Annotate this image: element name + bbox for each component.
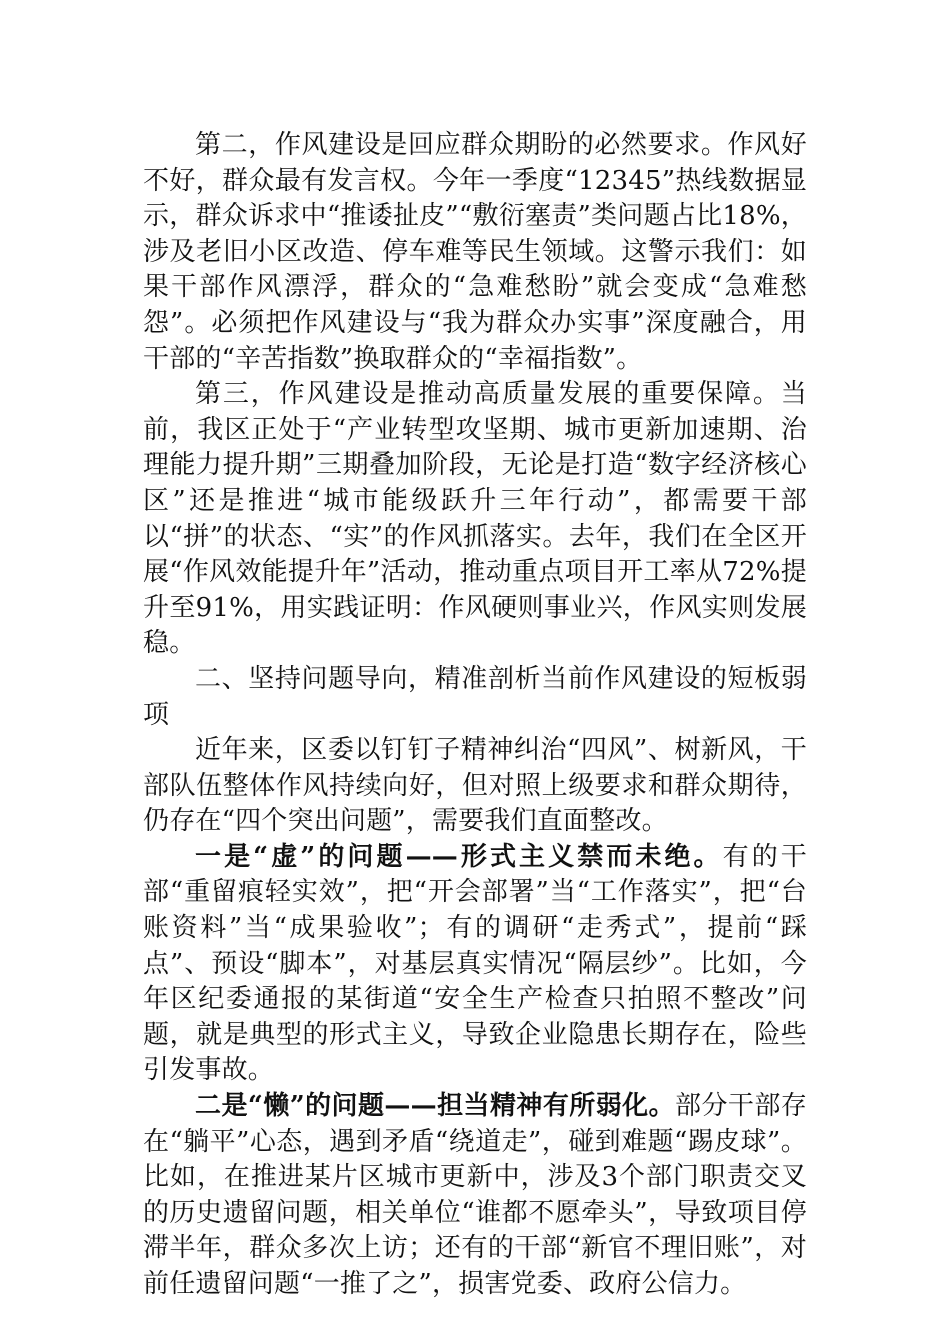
paragraph-issue-two <box>143 1089 807 1303</box>
paragraph-recent-years: 近年来，区委以钉钉子精神纠治“四风”、树新风，干部队伍整体作风持续向好，但对照上级要求和群众期待，仍存在“四个突出问题”，需要我们直面整改。 <box>143 735 807 837</box>
paragraph-third-point: 第三，作风建设是推动高质量发展的重要保障。当前，我区正处于“产业转型攻坚期、城市更新加速期、治理能力提升期”三期叠加阶段，无论是打造“数字经济核心区”还是推进“城市能级跃升三年行动”，都需要干部以“拼”的状态、“实”的作风抓落实。去年，我们在全区开展“作风效能提升年”活动，推动重点项目开工率从72%提升至91%，用实践证明：作风硬则事业兴，作风实则发展稳。 <box>143 379 807 659</box>
issue-one-body: 有的干部“重留痕轻实效”，把“开会部署”当“工作落实”，把“台账资料”当“成果验收”；有的调研“走秀式”，提前“踩点”、预设“脚本”，对基层真实情况“隔层纱”。比如，今年区纪委通报的某街道“安全生产检查只拍照不整改”问题，就是典型的形式主义，导致企业隐患长期存在，险些引发事故。 <box>143 841 807 1086</box>
paragraph-issue-one <box>143 840 807 1089</box>
document-body <box>143 128 807 1303</box>
issue-one-lead: 一是“虚”的问题——形式主义禁而未绝。 <box>195 841 723 872</box>
issue-two-lead: 二是“懒”的问题——担当精神有所弱化。 <box>195 1091 676 1122</box>
section-heading-two: 二、坚持问题导向，精准剖析当前作风建设的短板弱项 <box>143 663 807 730</box>
issue-two-body: 部分干部存在“躺平”心态，遇到矛盾“绕道走”，碰到难题“踢皮球”。比如，在推进某片区城市更新中，涉及3个部门职责交叉的历史遗留问题，相关单位“谁都不愿牵头”，导致项目停滞半年，群众多次上访；还有的干部“新官不理旧账”，对前任遗留问题“一推了之”，损害党委、政府公信力。 <box>143 1091 807 1299</box>
paragraph-second-point: 第二，作风建设是回应群众期盼的必然要求。作风好不好，群众最有发言权。今年一季度“12345”热线数据显示，群众诉求中“推诿扯皮”“敷衍塞责”类问题占比18%，涉及老旧小区改造、停车难等民生领域。这警示我们：如果干部作风漂浮，群众的“急难愁盼”就会变成“急难愁怨”。必须把作风建设与“我为群众办实事”深度融合，用干部的“辛苦指数”换取群众的“幸福指数”。 <box>143 130 807 374</box>
